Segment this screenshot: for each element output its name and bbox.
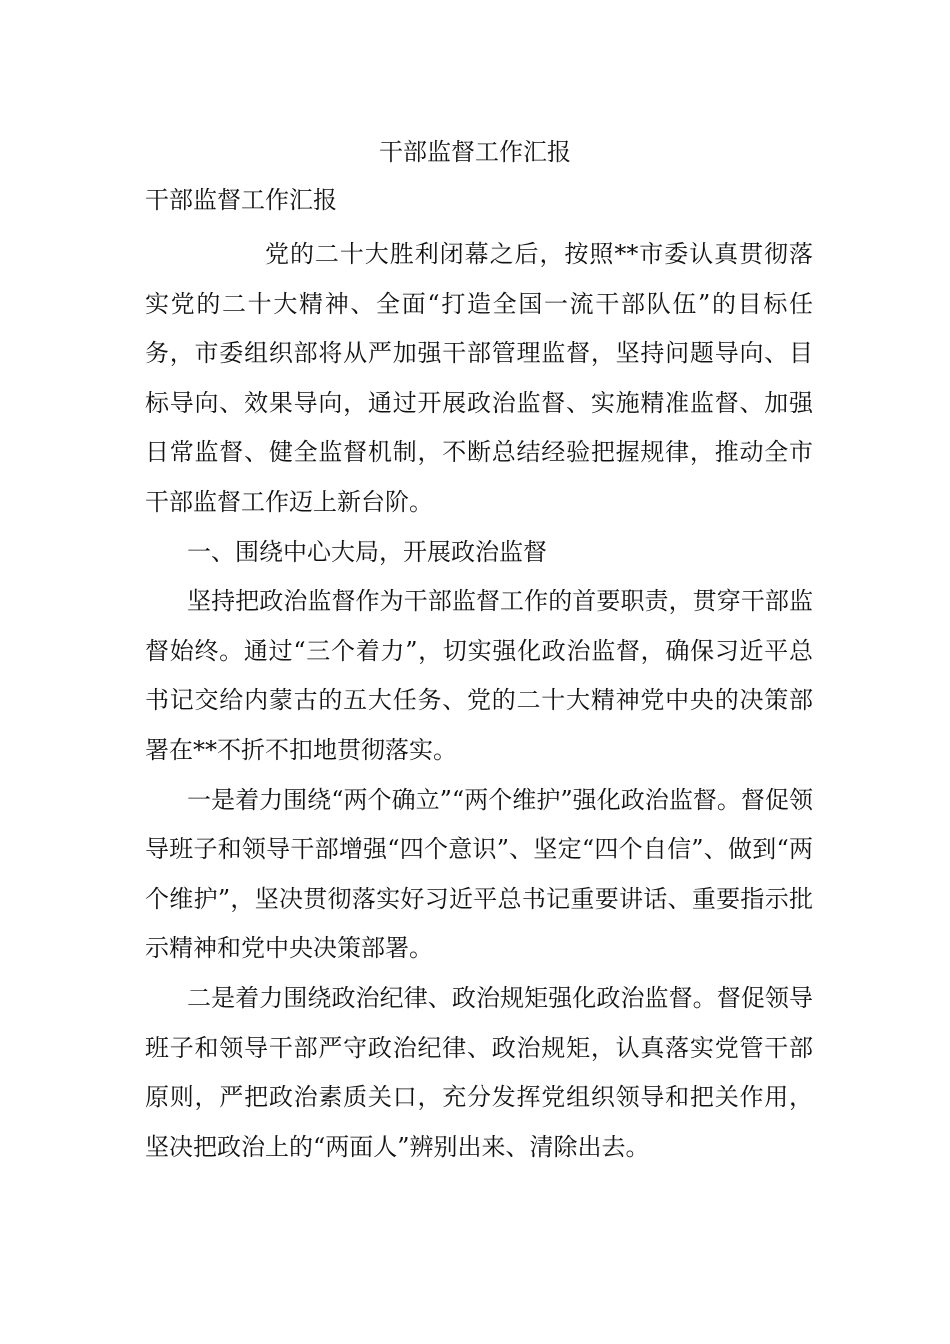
body-paragraph: 坚持把政治监督作为干部监督工作的首要职责，贯穿干部监督始终。通过“三个着力”，切实强化政治监督，确保习近平总书记交给内蒙古的五大任务、党的二十大精神党中央的决策部署在**不折不扣地贯彻落实。: [145, 587, 813, 764]
page-title: 干部监督工作汇报: [379, 138, 571, 166]
document-body: [145, 230, 813, 1172]
body-paragraph: 二是着力围绕政治纪律、政治规矩强化政治监督。督促领导班子和领导干部严守政治纪律、政治规矩，认真落实党管干部原则，严把政治素质关口，充分发挥党组织领导和把关作用，坚决把政治上的“两面人”辨别出来、清除出去。: [145, 983, 813, 1161]
document-subtitle: 干部监督工作汇报: [145, 186, 337, 214]
body-paragraph: 一是着力围绕“两个确立”“两个维护”强化政治监督。督促领导班子和领导干部增强“四个意识”、坚定“四个自信”、做到“两个维护”，坚决贯彻落实好习近平总书记重要讲话、重要指示批示精神和党中央决策部署。: [145, 785, 813, 963]
section-heading: 一、围绕中心大局，开展政治监督: [187, 537, 547, 566]
intro-paragraph: 党的二十大胜利闭幕之后，按照**市委认真贯彻落实党的二十大精神、全面“打造全国一流干部队伍”的目标任务，市委组织部将从严加强干部管理监督，坚持问题导向、目标导向、效果导向，通过开展政治监督、实施精准监督、加强日常监督、健全监督机制，不断总结经验把握规律，推动全市干部监督工作迈上新台阶。: [145, 240, 813, 516]
